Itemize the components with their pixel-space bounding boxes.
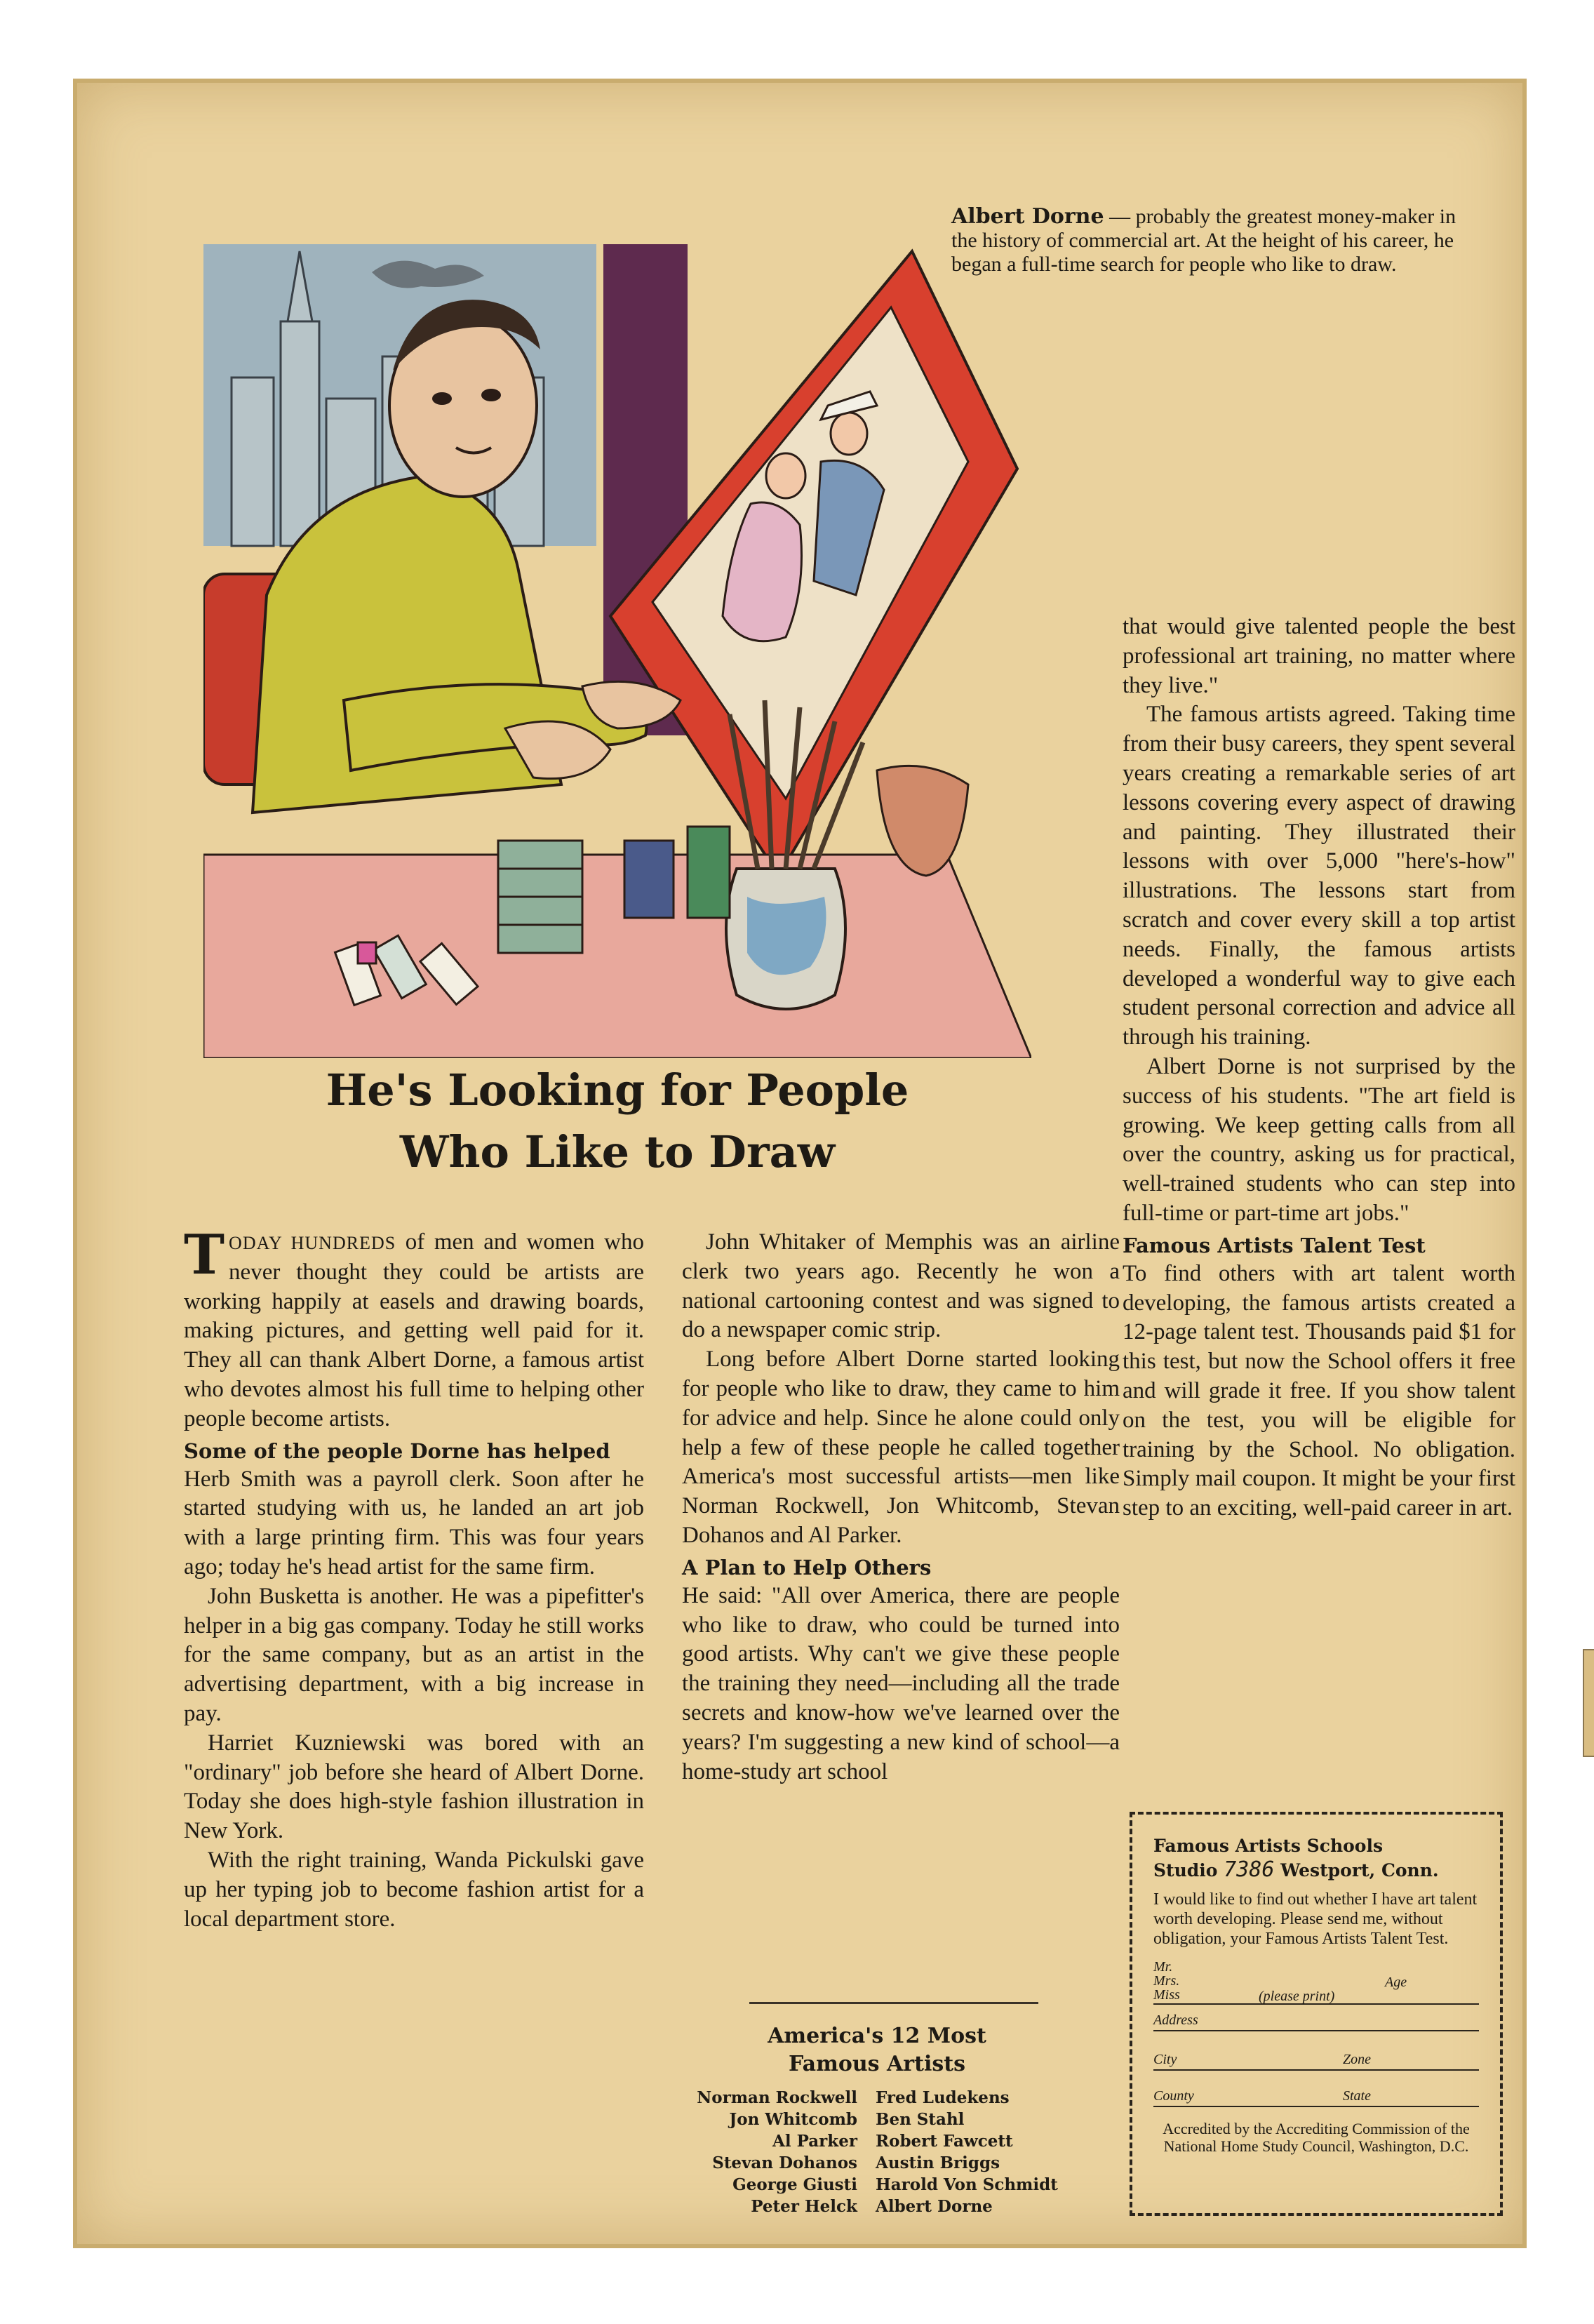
- artist-name: Fred Ludekens: [876, 2088, 1010, 2107]
- divider-rule: [749, 2002, 1038, 2004]
- label-zone: Zone: [1343, 2052, 1371, 2067]
- subhead-talent-test: Famous Artists Talent Test: [1123, 1233, 1426, 1257]
- paragraph-harriet: Harriet Kuzniewski was bored with an "ordinary" job before she heard of Albert Dorne. Today she does high-style fashion illustration in New York.: [184, 1730, 644, 1844]
- caption-name: Albert Dorne: [951, 204, 1104, 229]
- illustration-caption: [951, 205, 1471, 276]
- coupon-address-field[interactable]: [1153, 2008, 1479, 2031]
- artist-row: [667, 2152, 1101, 2174]
- subhead-plan: A Plan to Help Others: [682, 1555, 932, 1580]
- famous-artists-list: [667, 2087, 1101, 2217]
- artist-name: Austin Briggs: [876, 2153, 1000, 2172]
- label-city: City: [1153, 2052, 1177, 2067]
- paragraph-not-surprised: Albert Dorne is not surprised by the success of his students. "The art field is growing. We keep getting calls from all over the country, asking us for practical, well-trained students who can step into full-time or part-time art jobs.": [1123, 1053, 1515, 1226]
- drop-cap: T: [184, 1223, 225, 1287]
- paragraph-continued: that would give talented people the best professional art training, no matter where they live.": [1123, 614, 1515, 698]
- magazine-page: [73, 79, 1527, 2248]
- label-please-print: (please print): [1259, 1989, 1335, 2004]
- label-mrs: Mrs.: [1153, 1973, 1180, 1989]
- artist-row: [667, 2130, 1101, 2152]
- coupon-request-text: I would like to find out whether I have art talent worth developing. Please send me, without obligation, your Famous Artists Talent Test.: [1153, 1890, 1478, 1948]
- coupon-county-state-field[interactable]: [1153, 2083, 1479, 2107]
- artist-name: Norman Rockwell: [697, 2088, 857, 2107]
- paragraph-artists-agreed: The famous artists agreed. Taking time from their busy careers, they spent several years creating a remarkable series of art lessons covering every aspect of drawing and painting. They illustrated their lessons with over 5,000 "here's-how" illustrations. The lessons start from scratch and cover every skill a top artist needs. Finally, the famous artists developed a wonderful way to give each student personal correction and advice all through his training.: [1123, 702, 1515, 1050]
- famous-artists-title-line-2: Famous Artists: [789, 2052, 965, 2076]
- famous-artists-title: [681, 2022, 1073, 2078]
- coupon-studio-number: 7386: [1224, 1857, 1275, 1882]
- caption-text: — probably the greatest money-maker in the history of commercial art. At the height of his career, he began a full-time search for people who like to draw.: [951, 205, 1456, 276]
- headline-line-1: He's Looking for People: [326, 1064, 909, 1116]
- paragraph-herb: Herb Smith was a payroll clerk. Soon after he started studying with us, he landed an art job with a large printing firm. This was four years ago; today he's head artist for the same firm.: [184, 1466, 644, 1580]
- coupon-studio-line: [1153, 1858, 1479, 1883]
- artist-name: Al Parker: [772, 2132, 857, 2151]
- article-headline: [203, 1060, 1031, 1183]
- article-column-1: [184, 1223, 644, 1934]
- label-state: State: [1343, 2088, 1371, 2104]
- lead-text: of men and women who never thought they could be artists are working happily at easels and drawing boards, making pictures, and getting well paid for it. They all can thank Albert Dorne, a famous artist who devotes almost his full time to helping other people become artists.: [184, 1229, 644, 1431]
- coupon-name-field[interactable]: [1153, 1960, 1479, 2005]
- paragraph-whitaker: John Whitaker of Memphis was an airline clerk two years ago. Recently he won a national cartooning contest and was signed to do a newspaper comic strip.: [682, 1229, 1120, 1343]
- paragraph-wanda: With the right training, Wanda Pickulski gave up her typing job to become fashion artist for a local department store.: [184, 1847, 644, 1932]
- label-miss: Miss: [1153, 1987, 1180, 2003]
- mail-in-coupon[interactable]: [1130, 1812, 1503, 2216]
- coupon-studio-label: Studio: [1153, 1860, 1224, 1881]
- artist-name: Ben Stahl: [876, 2110, 965, 2129]
- artist-name: Robert Fawcett: [876, 2132, 1013, 2151]
- label-county: County: [1153, 2088, 1194, 2104]
- subhead-people-helped: Some of the people Dorne has helped: [184, 1438, 610, 1463]
- artist-name: Albert Dorne: [876, 2197, 993, 2216]
- article-column-2: [682, 1228, 1120, 1787]
- artist-illustration: [203, 167, 1031, 1058]
- artist-name: Harold Von Schmidt: [876, 2175, 1058, 2194]
- coupon-accreditation: Accredited by the Accrediting Commission of the National Home Study Council, Washington, D.C.: [1163, 2120, 1470, 2155]
- artist-name: Jon Whitcomb: [729, 2110, 857, 2129]
- artist-name: George Giusti: [732, 2175, 857, 2194]
- artist-row: [667, 2109, 1101, 2130]
- label-mr: Mr.: [1153, 1959, 1173, 1975]
- label-address: Address: [1153, 2012, 1198, 2028]
- headline-line-2: Who Like to Draw: [399, 1126, 836, 1177]
- label-age: Age: [1385, 1975, 1407, 1990]
- artist-row: [667, 2196, 1101, 2217]
- coupon-studio-address: Westport, Conn.: [1274, 1860, 1439, 1881]
- artist-name: Peter Helck: [751, 2197, 857, 2216]
- famous-artists-title-line-1: America's 12 Most: [768, 2024, 986, 2048]
- page-edge-tab: [1583, 1649, 1594, 1757]
- article-column-3: [1123, 613, 1515, 1523]
- paragraph-talent-test: To find others with art talent worth developing, the famous artists created a 12-page talent test. Thousands paid $1 for this test, but now the School offers it free and will grade it free. If you show talent on the test, you will be eligible for training by the School. No obligation. Simply mail coupon. It might be your first step to an exciting, well-paid career in art.: [1123, 1260, 1515, 1521]
- coupon-city-zone-field[interactable]: [1153, 2047, 1479, 2071]
- paragraph-long-before: Long before Albert Dorne started looking for people who like to draw, they came to him for advice and help. Since he alone could only help a few of these people he called together America's most successful artists—men like Norman Rockwell, Jon Whitcomb, Stevan Dohanos and Al Parker.: [682, 1347, 1120, 1548]
- paragraph-john-busketta: John Busketta is another. He was a pipefitter's helper in a big gas company. Today he still works for the same company, but as an artist in the advertising department, with a big increase in pay.: [184, 1583, 644, 1726]
- artist-row: [667, 2174, 1101, 2196]
- lead-paragraph: [184, 1223, 644, 1434]
- lead-smallcaps: ODAY HUNDREDS: [229, 1233, 396, 1253]
- paragraph-plan: He said: "All over America, there are people who like to draw, who could be turned into good artists. Why can't we give these people the training they need—including all the trade secrets and know-how we've learned over the years? I'm suggesting a new kind of school—a home-study art school: [682, 1582, 1120, 1784]
- artist-name: Stevan Dohanos: [712, 2153, 857, 2172]
- coupon-school-name: Famous Artists Schools: [1153, 1836, 1384, 1856]
- artist-row: [667, 2087, 1101, 2109]
